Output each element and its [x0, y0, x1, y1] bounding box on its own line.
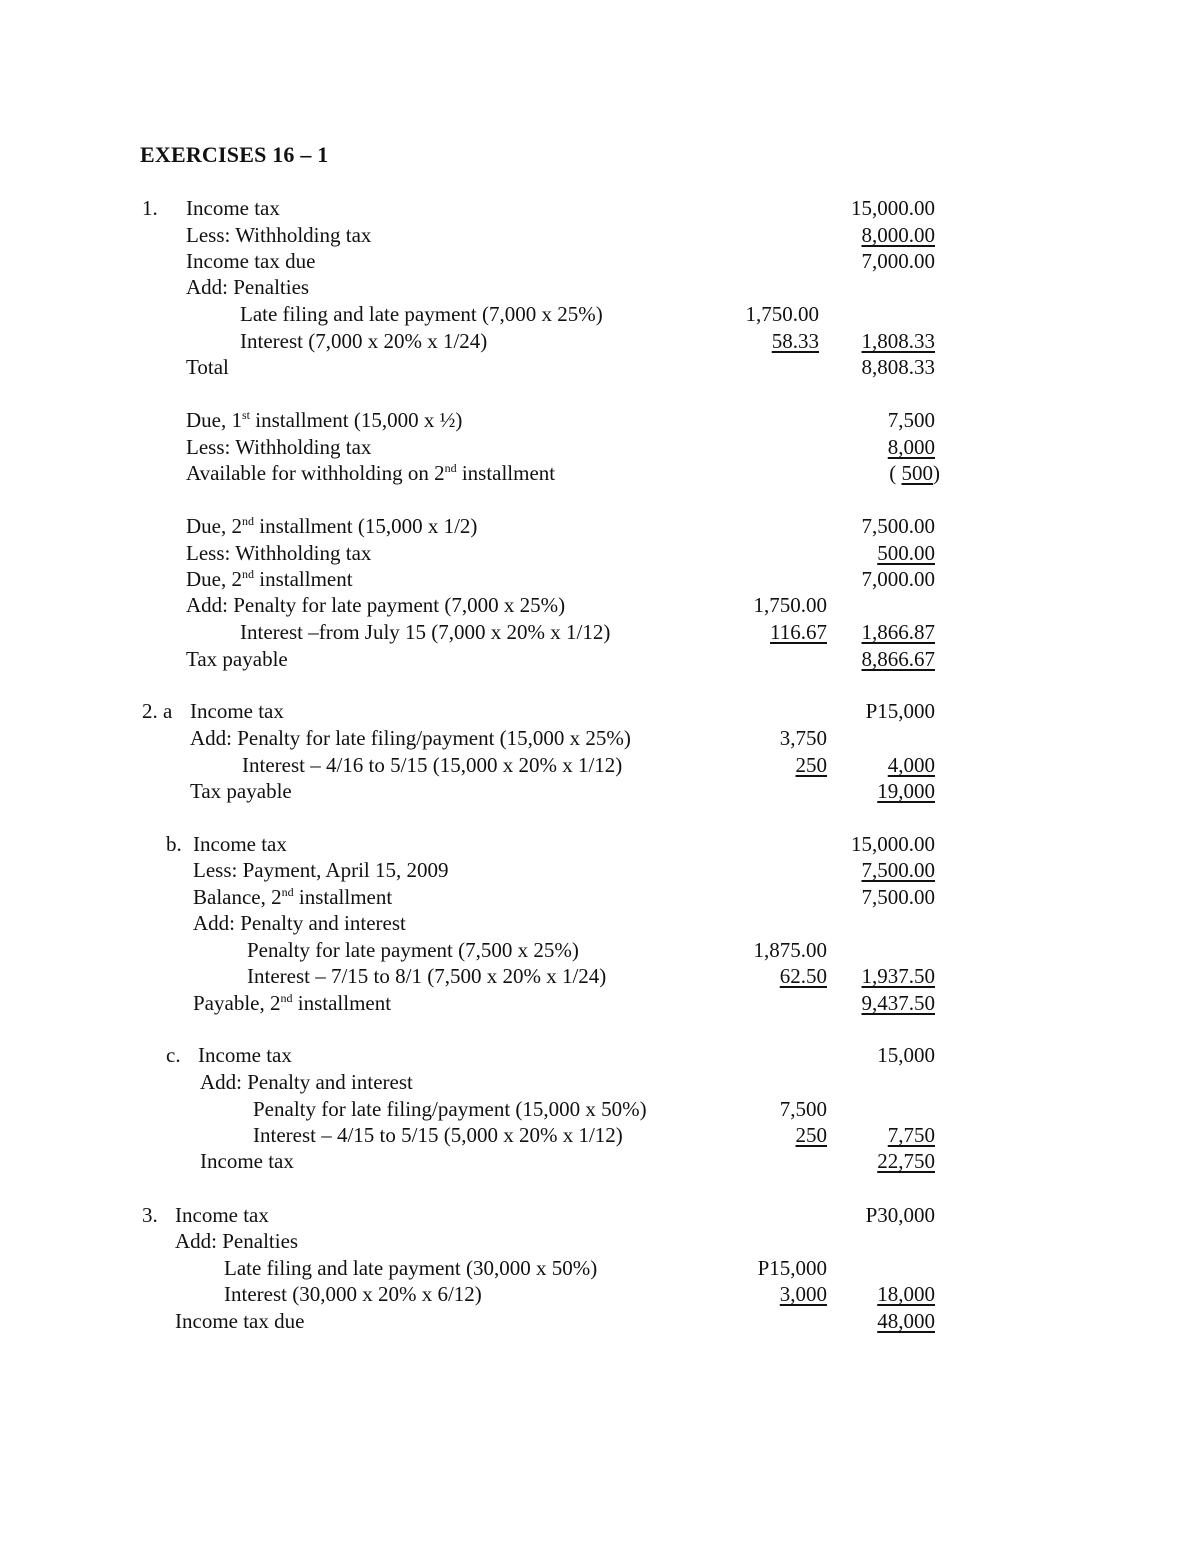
- row-label: Add: Penalty and interest: [193, 911, 406, 935]
- ex3-row-add-penalties: [0, 1228, 1200, 1254]
- ex1-row-tax-due: [0, 248, 1200, 274]
- amount-total: 4,000: [887, 753, 935, 777]
- row-label: Add: Penalties: [175, 1229, 299, 1253]
- amount-sub: 1,750.00: [753, 593, 827, 617]
- amount-sub: 116.67: [770, 620, 827, 644]
- row-label: Interest (30,000 x 20% x 6/12): [224, 1282, 482, 1306]
- row-label: Income tax: [190, 699, 284, 723]
- ex1-row-penalty-late: [0, 592, 1200, 618]
- amount-sub: 3,750: [779, 726, 827, 750]
- amount-total: 15,000.00: [851, 196, 935, 220]
- row-label: Add: Penalties: [186, 275, 310, 299]
- amount-total: 15,000.00: [851, 832, 935, 856]
- row-label: Interest – 7/15 to 8/1 (7,500 x 20% x 1/24): [247, 964, 607, 988]
- ex2b-row-payment: [0, 857, 1200, 883]
- ex1-row-interest-july: [0, 619, 1200, 645]
- item-number: 1.: [142, 196, 158, 220]
- amount-total: 48,000: [877, 1309, 935, 1333]
- row-label: Interest – 4/16 to 5/15 (15,000 x 20% x 1/12): [242, 753, 623, 777]
- item-number: b.: [166, 832, 182, 856]
- ex2b-row-payable: [0, 990, 1200, 1016]
- ex1-row-due-2nd-net: [0, 566, 1200, 592]
- ex1-row-interest: [0, 328, 1200, 354]
- row-label: Income tax: [186, 196, 280, 220]
- row-label: Add: Penalty for late filing/payment (15,000 x 25%): [190, 726, 631, 750]
- ex2c-row-income-tax: [0, 1042, 1200, 1068]
- ex1-row-withholding: [0, 222, 1200, 248]
- ex3-row-late-filing: [0, 1255, 1200, 1281]
- row-label: Due, 2nd installment: [186, 567, 353, 591]
- ex2a-row-tax-payable: [0, 778, 1200, 804]
- row-label: Penalty for late payment (7,500 x 25%): [247, 938, 579, 962]
- amount-total: 500.00: [877, 541, 935, 565]
- row-label: Add: Penalty for late payment (7,000 x 25%): [186, 593, 566, 617]
- ex3-row-interest: [0, 1281, 1200, 1307]
- row-label: Payable, 2nd installment: [193, 991, 392, 1015]
- amount-total: 8,000.00: [861, 223, 935, 247]
- row-label: Penalty for late filing/payment (15,000 x 50%): [253, 1097, 647, 1121]
- ex1-row-late-filing: [0, 301, 1200, 327]
- ex2b-row-interest: [0, 963, 1200, 989]
- ex2c-row-add: [0, 1069, 1200, 1095]
- amount-sub: 3,000: [779, 1282, 827, 1306]
- amount-sub: 250: [795, 1123, 827, 1147]
- row-label: Tax payable: [186, 647, 288, 671]
- item-number: c.: [166, 1043, 181, 1067]
- ex2a-row-income-tax: [0, 698, 1200, 724]
- amount-total: 8,000: [887, 435, 935, 459]
- ex1-row-total: [0, 354, 1200, 380]
- ex1-row-tax-payable: [0, 646, 1200, 672]
- ex2b-row-balance: [0, 884, 1200, 910]
- ex1-row-available: [0, 460, 1200, 486]
- amount-total: 1,808.33: [861, 329, 935, 353]
- amount-total: P30,000: [865, 1203, 935, 1227]
- ex2a-row-penalty: [0, 725, 1200, 751]
- amount-total: 7,500.00: [861, 885, 935, 909]
- row-label: Interest (7,000 x 20% x 1/24): [240, 329, 488, 353]
- amount-total: 1,866.87: [861, 620, 935, 644]
- amount-sub: P15,000: [757, 1256, 827, 1280]
- ex2b-row-penalty: [0, 937, 1200, 963]
- item-number: 3.: [142, 1203, 158, 1227]
- page-title: EXERCISES 16 – 1: [140, 142, 329, 167]
- amount-total: 7,000.00: [861, 249, 935, 273]
- amount-total: P15,000: [865, 699, 935, 723]
- row-label: Due, 2nd installment (15,000 x 1/2): [186, 514, 478, 538]
- row-label: Interest –from July 15 (7,000 x 20% x 1/12): [240, 620, 611, 644]
- row-label: Income tax: [200, 1149, 294, 1173]
- row-label: Tax payable: [190, 779, 292, 803]
- amount-total: 9,437.50: [861, 991, 935, 1015]
- row-label: Late filing and late payment (7,000 x 25%): [240, 302, 603, 326]
- row-label: Income tax: [198, 1043, 292, 1067]
- ex3-row-tax-due: [0, 1308, 1200, 1334]
- ex2a-row-interest: [0, 752, 1200, 778]
- amount-sub: 250: [795, 753, 827, 777]
- row-label: Income tax due: [186, 249, 316, 273]
- amount-sub: 58.33: [771, 329, 819, 353]
- row-label: Less: Withholding tax: [186, 541, 372, 565]
- row-label: Income tax: [193, 832, 287, 856]
- amount-total: 15,000: [877, 1043, 935, 1067]
- amount-total: 7,500.00: [861, 858, 935, 882]
- ex2b-row-add: [0, 910, 1200, 936]
- amount-total: 7,500: [887, 408, 935, 432]
- amount-total: 22,750: [877, 1149, 935, 1173]
- amount-sub: 7,500: [779, 1097, 827, 1121]
- amount-total: 1,937.50: [861, 964, 935, 988]
- row-label: Interest – 4/15 to 5/15 (5,000 x 20% x 1/12): [253, 1123, 623, 1147]
- amount-total: 7,750: [887, 1123, 935, 1147]
- row-label: Income tax: [175, 1203, 269, 1227]
- row-label: Income tax due: [175, 1309, 305, 1333]
- amount-total: 18,000: [877, 1282, 935, 1306]
- row-label: Balance, 2nd installment: [193, 885, 393, 909]
- amount-total: ( 500): [889, 461, 940, 485]
- ex1-row-less-withholding: [0, 434, 1200, 460]
- row-label: Add: Penalty and interest: [200, 1070, 413, 1094]
- ex1-row-due-1st: [0, 407, 1200, 433]
- ex2c-row-income-tax-total: [0, 1148, 1200, 1174]
- ex2b-row-income-tax: [0, 831, 1200, 857]
- row-label: Less: Payment, April 15, 2009: [193, 858, 449, 882]
- ex1-row-add-penalties: [0, 274, 1200, 300]
- ex2c-row-penalty: [0, 1096, 1200, 1122]
- row-label: Less: Withholding tax: [186, 435, 372, 459]
- ex1-row-due-2nd: [0, 513, 1200, 539]
- amount-sub: 1,750.00: [745, 302, 819, 326]
- ex3-row-income-tax: [0, 1202, 1200, 1228]
- row-label: Total: [186, 355, 229, 379]
- amount-total: 8,808.33: [861, 355, 935, 379]
- row-label: Late filing and late payment (30,000 x 50%): [224, 1256, 598, 1280]
- amount-total: 8,866.67: [861, 647, 935, 671]
- item-number: 2. a: [142, 699, 173, 723]
- amount-total: 7,500.00: [861, 514, 935, 538]
- amount-sub: 1,875.00: [753, 938, 827, 962]
- ex1-row-income-tax: [0, 195, 1200, 221]
- ex2c-row-interest: [0, 1122, 1200, 1148]
- row-label: Available for withholding on 2nd installment: [186, 461, 556, 485]
- amount-sub: 62.50: [779, 964, 827, 988]
- amount-total: 19,000: [877, 779, 935, 803]
- row-label: Due, 1st installment (15,000 x ½): [186, 408, 463, 432]
- row-label: Less: Withholding tax: [186, 223, 372, 247]
- amount-total: 7,000.00: [861, 567, 935, 591]
- ex1-row-less-withholding-2: [0, 540, 1200, 566]
